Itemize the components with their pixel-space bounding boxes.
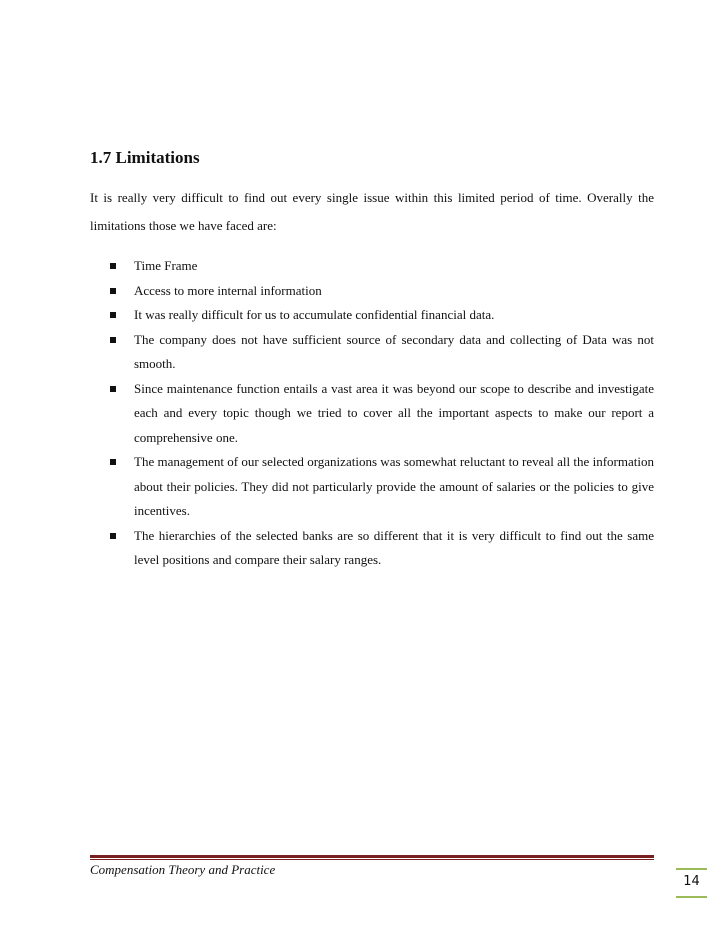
list-item [90,279,654,304]
square-bullet-icon [110,459,116,465]
list-item-text: Time Frame [134,258,198,273]
list-item [90,377,654,451]
list-item [90,254,654,279]
page-number-bar-top [676,868,707,870]
list-item [90,450,654,524]
page-number: 14 [683,874,700,889]
list-item-text: Access to more internal information [134,282,322,298]
limitations-list [90,254,654,573]
section-heading: 1.7 Limitations [90,148,200,167]
square-bullet-icon [110,263,116,269]
footer-rule-thin [90,859,654,860]
square-bullet-icon [110,533,116,539]
square-bullet-icon [110,337,116,343]
square-bullet-icon [110,288,116,294]
list-item-text: The hierarchies of the selected banks are so different that it is very difficult to find out the same level positions and compare their salary ranges. [134,527,654,567]
footer-document-title: Compensation Theory and Practice [90,862,276,877]
list-item [90,303,654,328]
list-item-text: Since maintenance function entails a vast area it was beyond our scope to describe and investigate each and every topic though we tried to cover all the important aspects to make our report a comprehensive one. [134,380,654,445]
list-item [90,328,654,377]
square-bullet-icon [110,386,116,392]
list-item-text: The management of our selected organizations was somewhat reluctant to reveal all the information about their policies. They did not particularly provide the amount of salaries or the policies to give incentives. [134,454,654,518]
list-item [90,524,654,573]
list-item-text: The company does not have sufficient source of secondary data and collecting of Data was not smooth. [134,331,654,371]
intro-paragraph: It is really very difficult to find out every single issue within this limited period of time. Overally the limitations those we have faced are: [90,190,654,233]
list-item-text: It was really difficult for us to accumulate confidential financial data. [134,307,495,322]
square-bullet-icon [110,312,116,318]
footer-rule-thick [90,855,654,858]
page-number-bar-bottom [676,896,707,898]
